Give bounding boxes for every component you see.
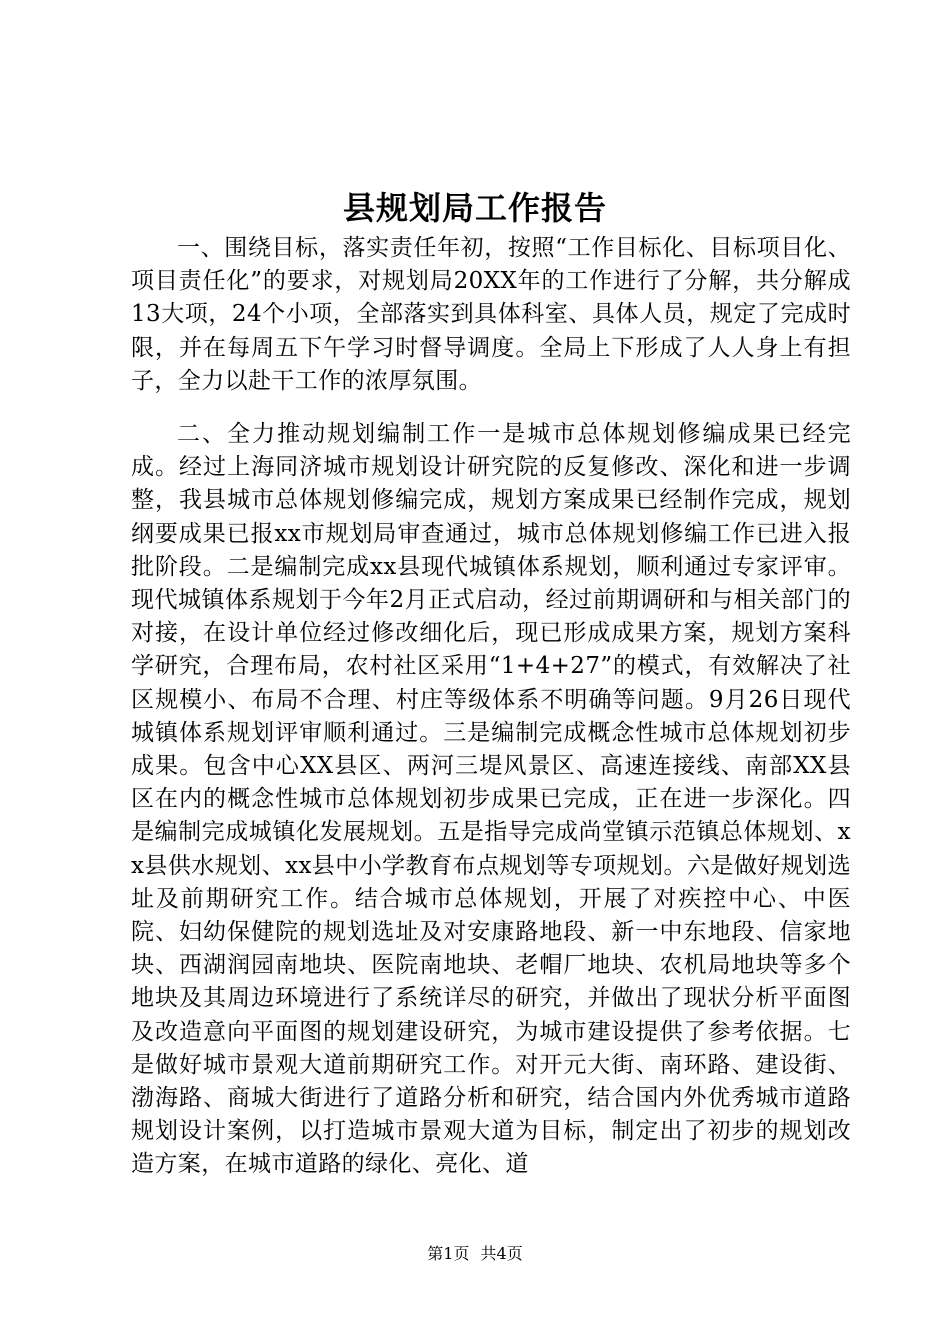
- paragraph-2: 二、全力推动规划编制工作一是城市总体规划修编成果已经完成。经过上海同济城市规划设计研究院的反复修改、深化和进一步调整，我县城市总体规划修编完成，规划方案成果已经制作完成，规划纲要成果已报xx市规划局审查通过，城市总体规划修编工作已进入报批阶段。二是编制完成xx县现代城镇体系规划，顺利通过专家评审。现代城镇体系规划于今年2月正式启动，经过前期调研和与相关部门的对接，在设计单位经过修改细化后，现已形成成果方案，规划方案科学研究，合理布局，农村社区采用“1+4+27”的模式，有效解决了社区规模小、布局不合理、村庄等级体系不明确等问题。9月26日现代城镇体系规划评审顺利通过。三是编制完成概念性城市总体规划初步成果。包含中心XX县区、两河三堤风景区、高速连接线、南部XX县区在内的概念性城市总体规划初步成果已完成，正在进一步深化。四是编制完成城镇化发展规划。五是指导完成尚堂镇示范镇总体规划、xx县供水规划、xx县中小学教育布点规划等专项规划。六是做好规划选址及前期研究工作。结合城市总体规划，开展了对疾控中心、中医院、妇幼保健院的规划选址及对安康路地段、新一中东地段、信家地块、西湖润园南地块、医院南地块、老帽厂地块、农机局地块等多个地块及其周边环境进行了系统详尽的研究，并做出了现状分析平面图及改造意向平面图的规划建设研究，为城市建设提供了参考依据。七是做好城市景观大道前期研究工作。对开元大街、南环路、建设街、渤海路、商城大街进行了道路分析和研究，结合国内外优秀城市道路规划设计案例，以打造城市景观大道为目标，制定出了初步的规划改造方案，在城市道路的绿化、亮化、道: [131, 421, 851, 1178]
- page-number: 第1页: [427, 1244, 470, 1263]
- page-footer: [0, 1243, 950, 1265]
- page-total: 共4页: [480, 1244, 523, 1263]
- document-title: 县规划局工作报告: [342, 189, 607, 227]
- paragraph-1: 一、围绕目标，落实责任年初，按照“工作目标化、目标项目化、项目责任化”的要求，对规划局20XX年的工作进行了分解，共分解成13大项，24个小项，全部落实到具体科室、具体人员，规定了完成时限，并在每周五下午学习时督导调度。全局上下形成了人人身上有担子，全力以赴干工作的浓厚氛围。: [131, 235, 851, 394]
